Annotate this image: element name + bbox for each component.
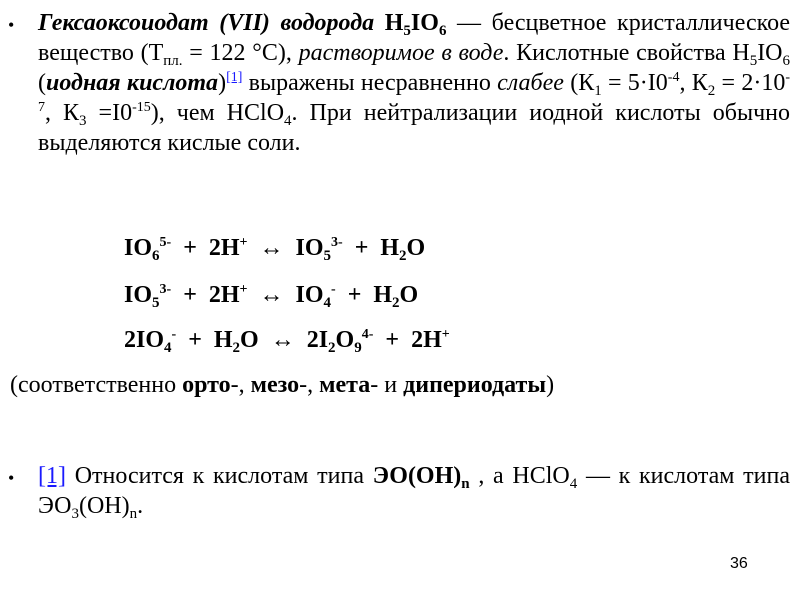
footnote-paragraph: [1] Относится к кислотам типа $ЭО(ОН)_n$ , а HClO$_4$ — к кислотам типа $ЭО_3(ОН)_n$. bbox=[38, 463, 790, 522]
equation-3: $2IO_4^- + H_2O$ ↔ $2I_2O_9^{4-} + 2H^+$ bbox=[124, 327, 450, 356]
solubility-text: растворимое в воде bbox=[298, 40, 504, 66]
bullet-marker: • bbox=[8, 468, 15, 488]
acid-name: иодная кислота bbox=[46, 70, 219, 96]
main-paragraph: Гексаоксоиодат (VII) водорода $H_5IO_6$ — бесцветное кристаллическое вещество ($T_{пл.} = 122$ °С), растворимое в воде. Кислотные свойства $H_5IO_6$ (иодная кислота)[1] выражены несравненно слабее ($К_1 = 5\cdot I0^{-4}$, $К_2 = 2\cdot 10^{-7}$, $К_3 =I0^{-15}$), чем HClO$_4$. При нейтрализации иодной кислоты обычно выделяются кислые соли. bbox=[38, 10, 791, 156]
footnote-anchor-link[interactable]: [1] bbox=[38, 463, 66, 489]
weaker-text: слабее bbox=[497, 70, 564, 96]
footnote-link[interactable]: [1] bbox=[226, 70, 243, 85]
meso-term: мезо bbox=[250, 372, 300, 398]
equation-1: $IO_6^{5-} + 2H^+$ ↔ $IO_5^{3-} + H_2O$ bbox=[124, 235, 426, 264]
diperiodates-term: дипериодаты bbox=[403, 372, 547, 398]
ortho-term: орто bbox=[182, 372, 231, 398]
page-number: 36 bbox=[730, 555, 748, 572]
meta-term: мета bbox=[319, 372, 371, 398]
eo-oh-formula: $ЭО(ОН)_n$ bbox=[372, 463, 470, 492]
compound-formula: $H_5IO_6$ bbox=[384, 10, 447, 39]
periodates-summary: (соответственно орто-, мезо-, мета- и дипериодаты) bbox=[10, 372, 555, 398]
compound-term: Гексаоксоиодат (VII) водорода bbox=[38, 10, 375, 36]
bullet-marker: • bbox=[8, 15, 15, 35]
equation-2: $IO_5^{3-} + 2H^+$ ↔ $IO_4^- + H_2O$ bbox=[124, 282, 419, 311]
